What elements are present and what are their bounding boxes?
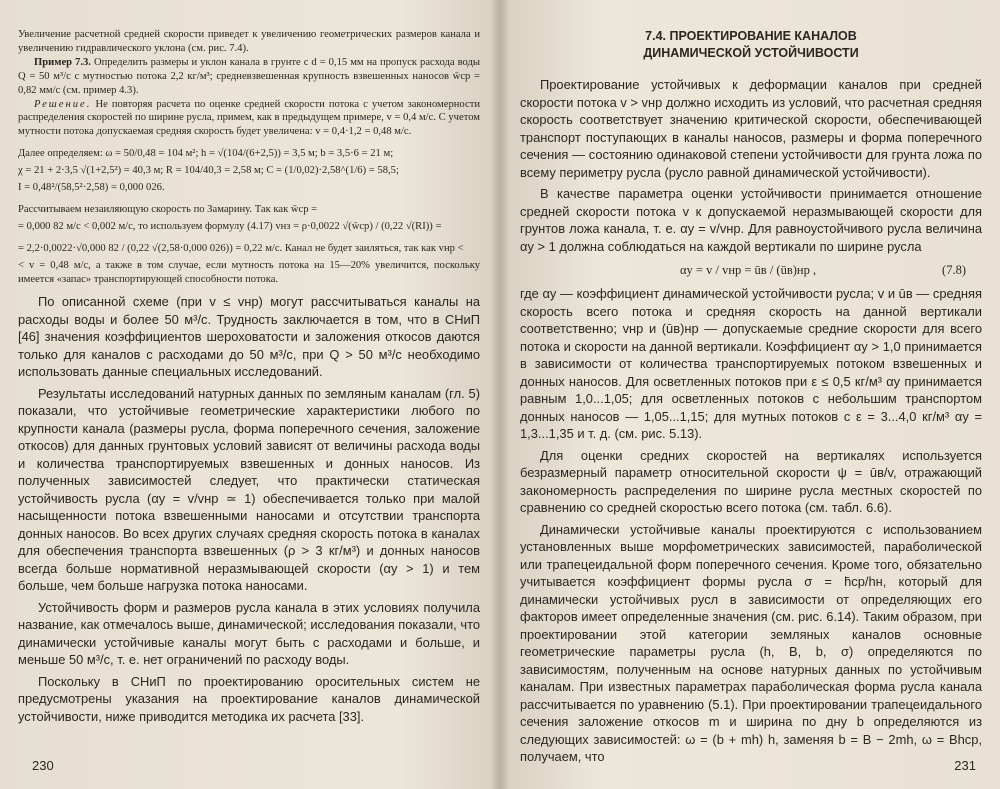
left-paragraph-1: По описанной схеме (при v ≤ vнр) могут рассчитываться каналы на расходы воды и более 50 м³/с. Трудность заключается в том, что в СНиП [46] значения коэффициентов шероховатости и заложения откосов даются только для каналов с расходами до 50 м³/с, при Q > 50 м³/с необходимо использовать данные специальных исследований. bbox=[18, 294, 480, 380]
equation-body: αу = v / vнр = ūв / (ūв)нр , bbox=[680, 263, 817, 277]
page-number-right: 231 bbox=[954, 758, 976, 773]
example-paragraph bbox=[18, 56, 480, 98]
formula-line-7: < v = 0,48 м/с, а также в том случае, если мутность потока на 15—20% увеличится, поскольку имеется «запас» транспортирующей способности потока. bbox=[18, 260, 480, 286]
formula-line-4: Рассчитываем незаиляющую скорость по Замарину. Так как w̄ср = bbox=[18, 204, 318, 216]
formula-line-5: = 0,000 82 м/с < 0,002 м/с, то используем формулу (4.17) vнз = ρ·0,0022 √(w̄ср) / (0,22 √(RI)) = bbox=[18, 221, 442, 233]
section-heading-line-1: 7.4. ПРОЕКТИРОВАНИЕ КАНАЛОВ bbox=[645, 29, 857, 43]
right-page bbox=[520, 28, 982, 777]
formula-line-2: χ = 21 + 2·3,5 √(1+2,5²) = 40,3 м; R = 104/40,3 = 2,58 м; C = (1/0,02)·2,58^(1/6) = 58,5; bbox=[18, 165, 399, 177]
right-paragraph-3: где αу — коэффициент динамической устойчивости русла; v и ūв — средняя скорость всего потока и средняя скорость на данной вертикали соответственно; vнр и (ūв)нр — допускаемые средние скорости для всего потока и скорости на данной вертикали. Коэффициент αу > 1,0 принимается в зависимости от количества транспортируемых потоком взвешенных и донных наносов. Для осветленных потоков при ε ≤ 0,5 кг/м³ αу принимается равным 1,0...1,05; для осветленных потоков с небольшим транспортом донных наносов — 1,05...1,15; для мутных потоков с ε = 3...4,0 кг/м³ αу = 1,3...1,35 и т. д. (см. рис. 5.13). bbox=[520, 286, 982, 441]
right-paragraph-1: Проектирование устойчивых к деформации каналов при средней скорости потока v > vнр должно исходить из условий, что расчетная средняя скорость соответствует значению критической скорости, обеспечивающей транспорт поступающих в каналы наносов, размеры и форма поперечного сечения — состоянию одинаковой степени устойчивости для грунта ложа по всему периметру русла (русло равной динамической устойчивости). bbox=[520, 77, 982, 180]
formula-line-6: = 2,2·0,0022·√0,000 82 / (0,22 √(2,58·0,000 026)) = 0,22 м/с. Канал не будет заиляться, так как vнр < bbox=[18, 243, 464, 255]
right-paragraph-5: Динамически устойчивые каналы проектируются с использованием установленных выше морфометрических зависимостей, параболической или трапецеидальной форм поперечного сечения. Кроме того, обязательно учитывается коэффициент формы русла σ = h̄ср/hн, который для динамически устойчивых русл в зависимости от определяющих его факторов имеет определенные значения (см. рис. 6.14). Таким образом, при проектировании этой категории земляных каналов основные геометрические параметры русла (h, B, b, σ) определяются по зависимостям, полученным на основе натурных данных по устойчивым каналам. При известных параметрах параболическая форма русла канала рассчитывается по уравнению (5.1). При проектировании трапецеидального сечения заложение откосов m и ширина по дну b определяются из следующих зависимостей: ω = (b + mh) h, заменяя b = B − 2mh, ω = Bhср, получаем, что bbox=[520, 521, 982, 764]
page-number-left: 230 bbox=[32, 758, 54, 773]
formula-line-1: Далее определяем: ω = 50/0,48 = 104 м²; h = √(104/(6+2,5)) = 3,5 м; b = 3,5·6 = 21 м; bbox=[18, 148, 394, 160]
section-heading bbox=[520, 28, 982, 62]
left-paragraph-2: Результаты исследований натурных данных по земляным каналам (гл. 5) показали, что устойчивые геометрические характеристики любого по крупности канала (размеры русла, форма поперечного сечения, заложение откосов) для данных грунтовых условий зависят от величины расхода воды и количества транспортируемых взвешенных и донных наносов. Из полученных зависимостей следует, что практически статическая устойчивость русла (αу = v/vнр ≃ 1) обеспечивается только при малой насыщенности потока взвешенными наносами и отсутствии транспорта донных наносов. Во всех других случаях средняя скорость потока в каналах для обеспечения транспорта взвешенных (ρ > 3 кг/м³) и донных наносов всегда больше нормативной неразмывающей скорости (αу > 1) и тем больше, чем больше нагрузка потока наносами. bbox=[18, 385, 480, 594]
example-text: Определить размеры и уклон канала в грунте с d = 0,15 мм на пропуск расхода воды Q = 50 м³/с с мутностью потока 2,2 кг/м³; средневзвешенная крупность взвешенных наносов w̄ср = 0,82 мм/с (см. пример 4.3). bbox=[18, 56, 480, 96]
right-paragraph-2: В качестве параметра оценки устойчивости принимается отношение средней скорости потока v к допускаемой неразмывающей скорости для грунтов ложа канала, т. е. αу = v/vнр. Для равноустойчивого русла величина αу > 1 должна соблюдаться на каждой вертикали по ширине русла bbox=[520, 186, 982, 254]
equation-7-8 bbox=[520, 259, 982, 281]
solution-label: Решение. bbox=[34, 98, 92, 110]
left-paragraph-3: Устойчивость форм и размеров русла канала в этих условиях получила название, как отмечалось выше, динамической; исследования показали, что динамически устойчивые каналы могут быть с расходами и больше, и меньше 50 м³/с, т. е. нет ограничений по расходу воды. bbox=[18, 599, 480, 668]
right-paragraph-4: Для оценки средних скоростей на вертикалях используется безразмерный параметр относительной скорости ψ = ūв/v, отражающий закономерность распределения по ширине русла местных скоростей по сравнению со средней скоростью всего потока (см. табл. 6.6). bbox=[520, 447, 982, 515]
solution-paragraph bbox=[18, 98, 480, 140]
section-heading-line-2: ДИНАМИЧЕСКОЙ УСТОЙЧИВОСТИ bbox=[643, 46, 859, 60]
left-paragraph-4: Поскольку в СНиП по проектированию оросительных систем не предусмотрены указания на проектирование каналов динамической устойчивости, ниже приводится методика их расчета [33]. bbox=[18, 673, 480, 724]
example-label: Пример 7.3. bbox=[34, 56, 91, 68]
formula-line-3: I = 0,48²/(58,5²·2,58) = 0,000 026. bbox=[18, 182, 165, 194]
intro-text: Увеличение расчетной средней скорости приведет к увеличению геометрических размеров канала и увеличению гидравлического уклона (см. рис. 7.4). bbox=[18, 29, 480, 54]
equation-number: (7.8) bbox=[942, 263, 966, 277]
left-page bbox=[18, 28, 480, 777]
solution-text: Не повторяя расчета по оценке средней скорости потока с учетом закономерности распределения скоростей по ширине русла, примем, как в предыдущем примере, v = 0,4 м/с. С учетом мутности потока допускаемая средняя скорость будет увеличена: v = 0,4·1,2 = 0,48 м/с. bbox=[18, 98, 480, 138]
